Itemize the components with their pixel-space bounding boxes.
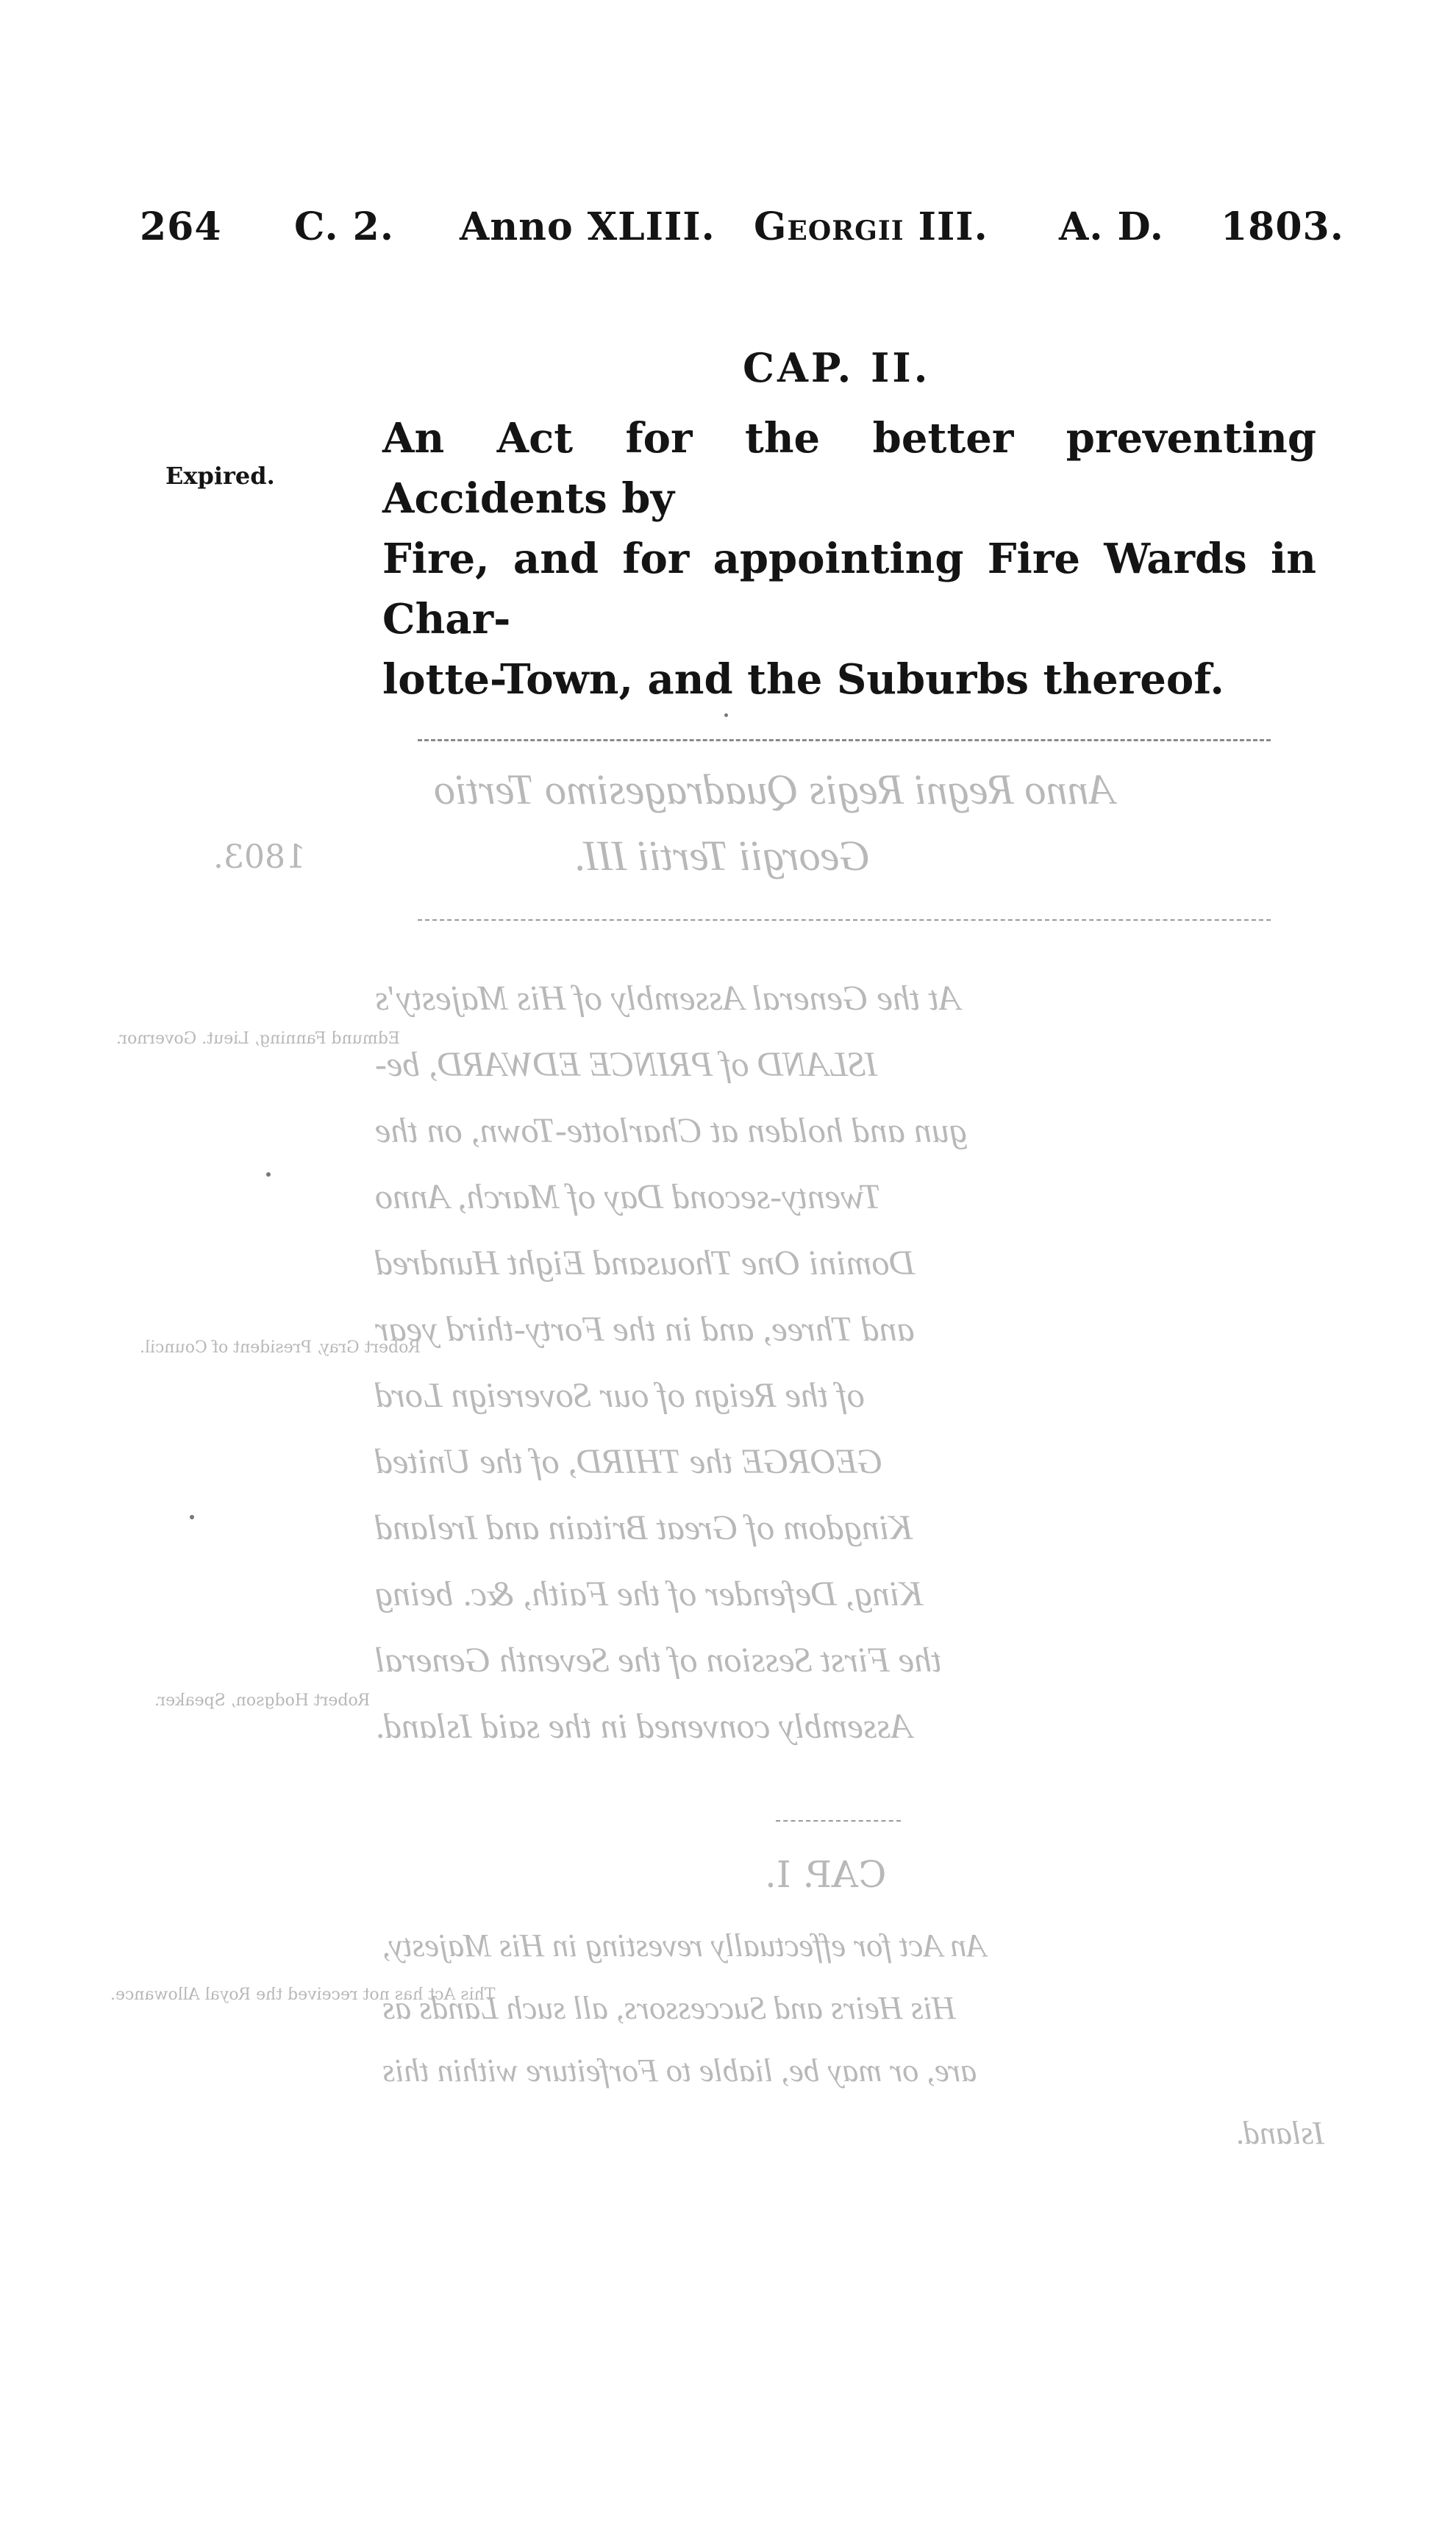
margin-note-expired: Expired. — [165, 462, 275, 490]
ghost-body-line: Twenty-second Day of March, Anno — [375, 1177, 882, 1216]
ghost-body-line: and Three, and in the Forty-third year — [375, 1310, 915, 1349]
ghost-body-line: Assembly convened in the said Island. — [375, 1707, 913, 1746]
ghost-body-line: Domini One Thousand Eight Hundred — [375, 1244, 916, 1283]
chapter-reference: C. 2. — [294, 204, 394, 249]
ghost-side-note: Robert Gray, President of Council. — [140, 1338, 421, 1357]
ghost-cap-line: are, or may be, liable to Forfeiture within this — [382, 2053, 977, 2089]
regnal-heading: Georgii III. — [754, 204, 988, 249]
header-year: 1803. — [1221, 204, 1344, 249]
ornament-rule-top — [418, 739, 1271, 741]
paper-speck — [266, 1172, 271, 1177]
ghost-cap-line: His Heirs and Successors, all such Lands as — [382, 1990, 956, 2026]
ghost-body-line: GEORGE the THIRD, of the United — [375, 1442, 883, 1481]
ghost-cap-side-note: This Act has not received the Royal Allowance. — [110, 1986, 496, 2004]
ghost-body-line: ISLAND of PRINCE EDWARD, be- — [375, 1045, 878, 1084]
ghost-ornament-line: Georgii Tertii III. — [574, 832, 871, 880]
ghost-cap-line: Island. — [1235, 2115, 1324, 2151]
ornament-rule-bottom — [418, 919, 1271, 921]
ghost-cap-heading: CAP. I. — [765, 1853, 887, 1896]
chapter-title: CAP. II. — [743, 344, 931, 391]
ghost-body-line: Kingdom of Great Britain and Ireland — [375, 1508, 913, 1547]
ghost-body-line: At the General Assembly of His Majesty's — [375, 979, 960, 1018]
ghost-cap-line: An Act for effectually revesting in His Majesty, — [382, 1927, 987, 1964]
anno-heading: Anno XLIII. — [460, 204, 715, 249]
ghost-side-note: Edmund Fanning, Lieut. Governor. — [116, 1030, 400, 1048]
ghost-side-note: Robert Hodgson, Speaker. — [154, 1691, 371, 1710]
page-number: 264 — [140, 204, 222, 249]
divider-short — [776, 1820, 901, 1822]
ghost-body-line: the First Session of the Seventh General — [375, 1641, 942, 1680]
ghost-body-line: King, Defender of the Faith, &c. being — [375, 1575, 924, 1613]
ghost-ornament-line: Anno Regni Regis Quadragesimo Tertio — [434, 766, 1115, 813]
ghost-side-year: 1803. — [213, 838, 306, 876]
ad-label: A. D. — [1059, 204, 1164, 249]
act-title — [382, 408, 1316, 710]
ghost-body-line: gun and holden at Charlotte-Town, on the — [375, 1111, 967, 1150]
paper-speck — [190, 1515, 194, 1519]
ghost-body-line: of the Reign of our Sovereign Lord — [375, 1376, 865, 1415]
act-title-line: Fire, and for appointing Fire Wards in Char- — [382, 535, 1316, 643]
paper-speck — [724, 713, 728, 717]
act-title-line: lotte-Town, and the Suburbs thereof. — [382, 655, 1224, 704]
act-title-line: An Act for the better preventing Accidents by — [382, 414, 1316, 523]
